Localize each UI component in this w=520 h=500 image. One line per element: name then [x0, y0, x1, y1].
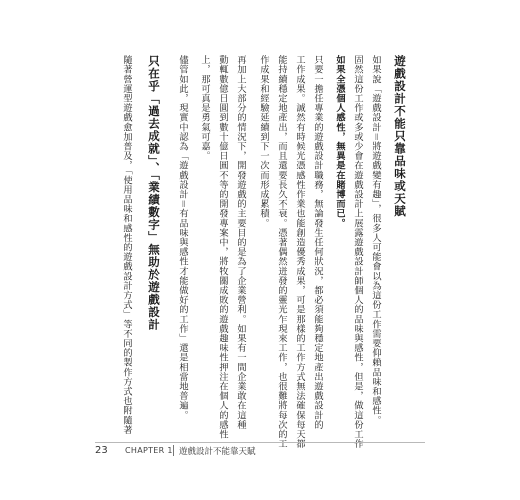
body-column: 如果說「遊戲設計＝將遊戲變有趣」，很多人可能會以為這份工作需要仰賴品味和感性。	[370, 55, 381, 425]
section-heading: 只在乎「過去成就」、「業績數字」無助於遊戲設計	[147, 55, 161, 331]
page-footer	[95, 445, 425, 459]
body-column: 上，那可真是勇氣可嘉。	[199, 55, 210, 161]
body-column: 動輒數億日圓到數十億日圓不等的開發專案中，將牧關成敗的遊戲趣味性押注在個人的感性	[217, 55, 228, 439]
body-column: 作成果和經驗延續到下一次而形成累積。	[258, 55, 269, 228]
page-number: 23	[95, 445, 108, 456]
body-column: 隨著營運型遊戲愈加普及，「使用品味和感性的遊戲設計方式」等不同的製作方式也附隨著	[121, 55, 132, 435]
chapter-title: 遊戲設計不能靠天賦	[179, 447, 256, 457]
body-column: 固然這份工作或多或少會在遊戲設計上展露遊戲設計師個人的品味與感性，但是，做這份工作	[352, 55, 363, 449]
body-column: 再加上大部分的情況下，開發遊戲的主要目的是為了企業營利。如果有一間企業敢在這種	[235, 55, 246, 430]
body-column: 儘管如此，現實中認為「遊戲設計＝有品味與感性才能做好的工作」還是相當地普遍。	[177, 55, 188, 420]
chapter-label: CHAPTER 1	[125, 446, 173, 455]
body-column: 能持續穩定地產出，而且還要長久不衰。憑著偶然迸發的靈光乍現來工作，也很難將每次的工	[276, 55, 287, 449]
body-column-emphasis: 如果全憑個人感性，無異是在賭博而已。	[334, 55, 345, 228]
section-heading: 遊戲設計不能只靠品味或天賦	[393, 55, 407, 218]
body-column: 只要一擔任專業的遊戲設計職務，無論發生任何狀況，都必須能夠穩定地產出遊戲設計的	[312, 55, 323, 430]
footer-divider	[95, 442, 425, 443]
body-column: 工作成果。誠然有時候光憑感性作業也能創造優秀成果，可是那樣的工作方式無法確保每天都	[294, 55, 305, 449]
chapter-separator	[173, 445, 174, 456]
